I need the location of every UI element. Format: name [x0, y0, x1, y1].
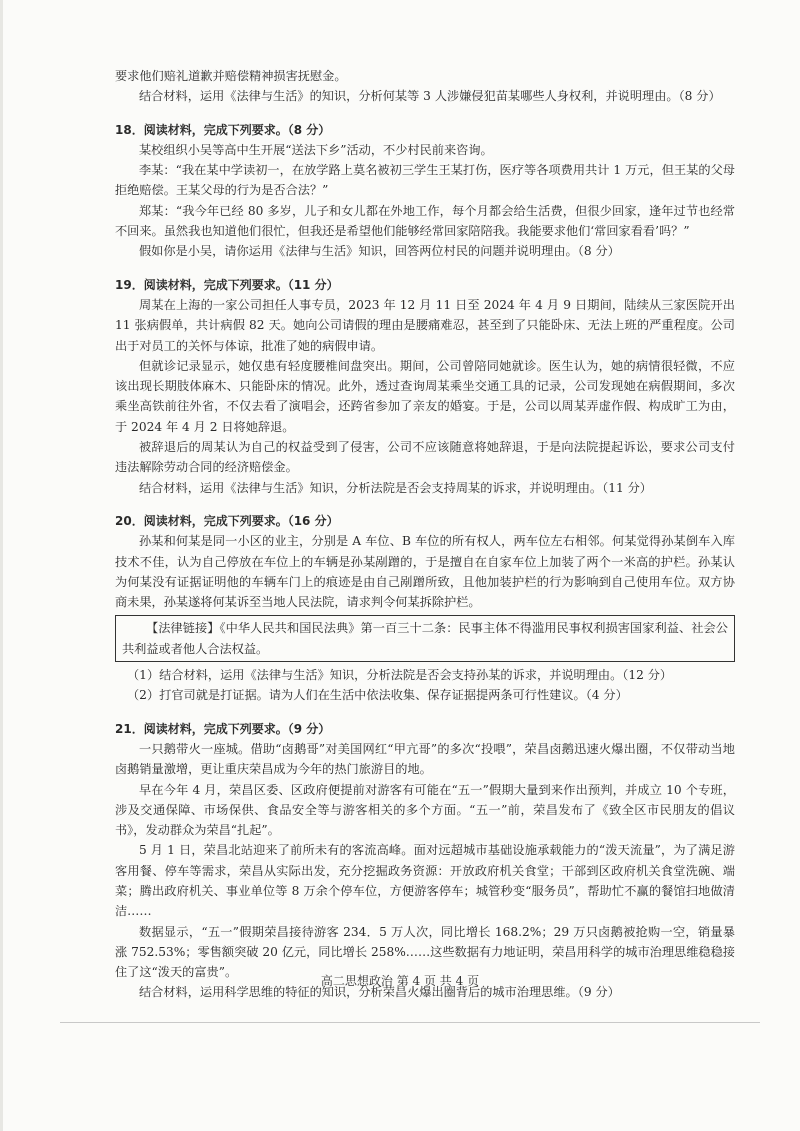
q21-para-2: 早在今年 4 月，荣昌区委、区政府便提前对游客有可能在“五一”假期大量到来作出预判，并成立 10 个专班，涉及交通保障、市场保供、食品安全等与游客相关的多个方面。“五一”前，荣昌发布了《致全区市民朋友的倡议书》，发动群众为荣昌“扎起”。: [115, 782, 735, 838]
q21-para-3: 5 月 1 日，荣昌北站迎来了前所未有的客流高峰。面对远超城市基础设施承载能力的“泼天流量”，为了满足游客用餐、停车等需求，荣昌从实际出发，充分挖掘政务资源：开放政府机关食堂；干部到区政府机关食堂洗碗、端菜；腾出政府机关、事业单位等 8 万余个停车位，方便游客停车；城管秒变“服务员”，帮助忙不赢的餐馆扫地做清洁……: [115, 843, 735, 919]
q21-heading: 21．阅读材料，完成下列要求。（9 分）: [115, 721, 331, 736]
q20-subquestion-2: （2）打官司就是打证据。请为人们在生活中依法收集、保存证据提两条可行性建议。（4 分）: [127, 688, 628, 703]
q20-para-1: 孙某和何某是同一小区的业主，分别是 A 车位、B 车位的所有权人，两车位左右相邻。何某觉得孙某倒车入库技术不佳，认为自己停放在车位上的车辆是孙某剐蹭的，于是擅自在自家车位上加装了两个一米高的护栏。孙某认为何某没有证据证明他的车辆车门上的痕迹是由自己剐蹭所致，且他加装护栏的行为影响到自己使用车位。双方协商未果，孙某遂将何某诉至当地人民法院，请求判令何某拆除护栏。: [115, 534, 735, 610]
carryover-line: 要求他们赔礼道歉并赔偿精神损害抚慰金。: [115, 69, 347, 83]
q20-heading: 20．阅读材料，完成下列要求。（16 分）: [115, 513, 339, 528]
q17-question: 结合材料，运用《法律与生活》的知识，分析何某等 3 人涉嫌侵犯苗某哪些人身权利，并说明理由。（8 分）: [139, 89, 721, 104]
scan-edge: [0, 0, 3, 1131]
page-content: [115, 66, 735, 1003]
q21-question: 结合材料，运用科学思维的特征的知识，分析荣昌火爆出圈背后的城市治理思维。（9 分）: [139, 985, 620, 1000]
q18-question: 假如你是小吴，请你运用《法律与生活》知识，回答两位村民的问题并说明理由。（8 分）: [139, 244, 620, 259]
q19-heading: 19．阅读材料，完成下列要求。（11 分）: [115, 277, 339, 292]
legal-link-text: 【法律链接】《中华人民共和国民法典》第一百三十二条：民事主体不得滥用民事权利损害国家利益、社会公共利益或者他人合法权益。: [122, 621, 728, 656]
page-footer: 高二思想政治 第 4 页 共 4 页: [320, 974, 480, 988]
q19-para-3: 被辞退后的周某认为自己的权益受到了侵害，公司不应该随意将她辞退，于是向法院提起诉讼，要求公司支付违法解除劳动合同的经济赔偿金。: [115, 440, 735, 475]
q19-para-2: 但就诊记录显示，她仅患有轻度腰椎间盘突出。期间，公司曾陪同她就诊。医生认为，她的病情很轻微，不应该出现长期肢体麻木、只能卧床的情况。此外，透过查询周某乘坐交通工具的记录，公司发现她在病假期间，多次乘坐高铁前往外省，不仅去看了演唱会，还跨省参加了亲友的婚宴。于是，公司以周某弄虚作假、构成旷工为由，于 2024 年 4 月 2 日将她辞退。: [115, 358, 735, 434]
q18-para-3: 郑某：“我今年已经 80 多岁，儿子和女儿都在外地工作，每个月都会给生活费，但很少回家，逢年过节也经常不回来。虽然我也知道他们很忙，但我还是希望他们能够经常回家陪陪我。我能要求他们‘常回家看看’吗？”: [115, 203, 735, 239]
q20-subquestion-1: （1）结合材料，运用《法律与生活》知识，分析法院是否会支持孙某的诉求，并说明理由。（12 分）: [127, 668, 673, 683]
q19-para-1: 周某在上海的一家公司担任人事专员，2023 年 12 月 11 日至 2024 年 4 月 9 日期间，陆续从三家医院开出 11 张病假单，共计病假 82 天。她向公司请假的理由是腰痛难忍，甚至到了只能卧床、无法上班的严重程度。公司出于对员工的关怀与体谅，批准了她的病假申请。: [115, 297, 735, 353]
q21-para-1: 一只鹅带火一座城。借助“卤鹅哥”对美国网红“甲亢哥”的多次“投喂”，荣昌卤鹅迅速火爆出圈，不仅带动当地卤鹅销量激增，更让重庆荣昌成为今年的热门旅游目的地。: [115, 741, 735, 777]
q18-para-2: 李某：“我在某中学读初一，在放学路上莫名被初三学生王某打伤，医疗等各项费用共计 1 万元，但王某的父母拒绝赔偿。王某父母的行为是否合法？”: [115, 163, 735, 198]
q19-question: 结合材料，运用《法律与生活》知识，分析法院是否会支持周某的诉求，并说明理由。（11 分）: [139, 480, 652, 495]
q21-para-4: 数据显示，“五一”假期荣昌接待游客 234．5 万人次，同比增长 168.2%；29 万只卤鹅被抢购一空，销量暴涨 752.53%；零售额突破 20 亿元，同比增长 258%……这些数据有力地证明，荣昌用科学的城市治理思维稳稳接住了这“泼天的富贵”。: [115, 924, 735, 980]
bottom-divider: [60, 1022, 760, 1023]
q18-para-1: 某校组织小吴等高中生开展“送法下乡”活动，不少村民前来咨询。: [139, 142, 493, 157]
legal-link-box: [115, 615, 735, 662]
q18-heading: 18．阅读材料，完成下列要求。（8 分）: [115, 122, 331, 137]
